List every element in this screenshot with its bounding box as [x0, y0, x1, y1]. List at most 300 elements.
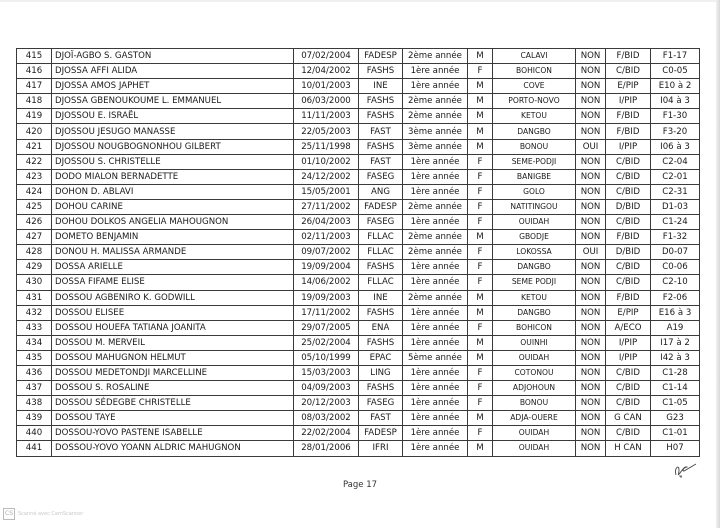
row-number-cell: 416 [17, 64, 52, 79]
study-year-cell: 1ère année [403, 305, 468, 320]
status-flag-cell: NON [576, 381, 606, 396]
room-cell: F1-32 [651, 230, 700, 245]
student-name-cell: DOSSOU HOUEFA TATIANA JOANITA [52, 320, 294, 335]
row-number-cell: 426 [17, 215, 52, 230]
birth-date-cell: 17/11/2002 [294, 305, 359, 320]
faculty-cell: FADESP [359, 199, 403, 214]
city-cell: COVE [493, 79, 576, 94]
building-cell: F/BID [606, 230, 651, 245]
room-cell: C1-28 [651, 365, 700, 380]
table-row [17, 275, 700, 290]
page-top-edge [0, 0, 720, 2]
faculty-cell: FAST [359, 411, 403, 426]
faculty-cell: FADESP [359, 49, 403, 64]
building-cell: F/BID [606, 124, 651, 139]
birth-date-cell: 12/04/2002 [294, 64, 359, 79]
city-cell: COTONOU [493, 365, 576, 380]
table-row [17, 335, 700, 350]
student-name-cell: DOSSOU MEDETONDJI MARCELLINE [52, 365, 294, 380]
table-row [17, 411, 700, 426]
sex-cell: F [468, 199, 493, 214]
study-year-cell: 1ère année [403, 275, 468, 290]
city-cell: BONOU [493, 139, 576, 154]
birth-date-cell: 08/03/2002 [294, 411, 359, 426]
city-cell: BOHICON [493, 64, 576, 79]
building-cell: C/BID [606, 426, 651, 441]
study-year-cell: 2ème année [403, 230, 468, 245]
sex-cell: M [468, 230, 493, 245]
birth-date-cell: 22/05/2003 [294, 124, 359, 139]
birth-date-cell: 27/11/2002 [294, 199, 359, 214]
sex-cell: M [468, 411, 493, 426]
student-name-cell: DJOSSA AMOS JAPHET [52, 79, 294, 94]
birth-date-cell: 06/03/2000 [294, 94, 359, 109]
building-cell: C/BID [606, 365, 651, 380]
room-cell: I17 à 2 [651, 335, 700, 350]
study-year-cell: 1ère année [403, 381, 468, 396]
row-number-cell: 441 [17, 441, 52, 456]
city-cell: DANGBO [493, 260, 576, 275]
building-cell: C/BID [606, 275, 651, 290]
sex-cell: F [468, 169, 493, 184]
birth-date-cell: 01/10/2002 [294, 154, 359, 169]
row-number-cell: 435 [17, 350, 52, 365]
scanner-text: Scanné avec CamScanner [18, 511, 84, 517]
status-flag-cell: NON [576, 184, 606, 199]
student-name-cell: DOSSOU S. ROSALINE [52, 381, 294, 396]
room-cell: F3-20 [651, 124, 700, 139]
room-cell: C2-04 [651, 154, 700, 169]
room-cell: D1-03 [651, 199, 700, 214]
status-flag-cell: OUI [576, 245, 606, 260]
status-flag-cell: NON [576, 335, 606, 350]
building-cell: E/PIP [606, 79, 651, 94]
room-cell: C2-01 [651, 169, 700, 184]
study-year-cell: 1ère année [403, 335, 468, 350]
page-right-edge [716, 0, 720, 528]
table-row [17, 350, 700, 365]
status-flag-cell: NON [576, 169, 606, 184]
sex-cell: M [468, 139, 493, 154]
room-cell: I42 à 3 [651, 350, 700, 365]
student-name-cell: DOSSA ARIELLE [52, 260, 294, 275]
study-year-cell: 1ère année [403, 426, 468, 441]
student-name-cell: DJOÏ-AGBO S. GASTON [52, 49, 294, 64]
study-year-cell: 1ère année [403, 411, 468, 426]
building-cell: C/BID [606, 154, 651, 169]
table-row [17, 381, 700, 396]
study-year-cell: 2ème année [403, 199, 468, 214]
row-number-cell: 427 [17, 230, 52, 245]
building-cell: F/BID [606, 109, 651, 124]
table-row [17, 94, 700, 109]
city-cell: BONOU [493, 396, 576, 411]
building-cell: D/BID [606, 199, 651, 214]
study-year-cell: 5ème année [403, 350, 468, 365]
sex-cell: M [468, 350, 493, 365]
building-cell: I/PIP [606, 94, 651, 109]
faculty-cell: ANG [359, 184, 403, 199]
handwritten-signature [670, 460, 700, 480]
faculty-cell: FASHS [359, 94, 403, 109]
sex-cell: M [468, 290, 493, 305]
birth-date-cell: 05/10/1999 [294, 350, 359, 365]
status-flag-cell: NON [576, 275, 606, 290]
room-cell: I06 à 3 [651, 139, 700, 154]
student-name-cell: DOHON D. ABLAVI [52, 184, 294, 199]
sex-cell: M [468, 335, 493, 350]
room-cell: F2-06 [651, 290, 700, 305]
room-cell: C0-06 [651, 260, 700, 275]
status-flag-cell: NON [576, 79, 606, 94]
status-flag-cell: NON [576, 199, 606, 214]
faculty-cell: INE [359, 290, 403, 305]
building-cell: G CAN [606, 411, 651, 426]
sex-cell: F [468, 245, 493, 260]
status-flag-cell: NON [576, 64, 606, 79]
study-year-cell: 1ère année [403, 169, 468, 184]
birth-date-cell: 25/11/1998 [294, 139, 359, 154]
sex-cell: F [468, 260, 493, 275]
row-number-cell: 434 [17, 335, 52, 350]
table-row [17, 396, 700, 411]
room-cell: F1-17 [651, 49, 700, 64]
student-name-cell: DOSSA FIFAME ELISE [52, 275, 294, 290]
sex-cell: M [468, 49, 493, 64]
student-name-cell: DOHOU DOLKOS ANGELIA MAHOUGNON [52, 215, 294, 230]
birth-date-cell: 09/07/2002 [294, 245, 359, 260]
study-year-cell: 2ème année [403, 245, 468, 260]
row-number-cell: 420 [17, 124, 52, 139]
student-name-cell: DJOSSOU E. ISRAËL [52, 109, 294, 124]
birth-date-cell: 28/01/2006 [294, 441, 359, 456]
city-cell: OUIDAH [493, 426, 576, 441]
table-row [17, 426, 700, 441]
student-name-cell: DOSSOU-YOVO PASTENE ISABELLE [52, 426, 294, 441]
room-cell: C2-31 [651, 184, 700, 199]
study-year-cell: 2ème année [403, 290, 468, 305]
sex-cell: M [468, 305, 493, 320]
faculty-cell: FLLAC [359, 230, 403, 245]
table-row [17, 305, 700, 320]
study-year-cell: 3ème année [403, 124, 468, 139]
building-cell: I/PIP [606, 335, 651, 350]
study-year-cell: 2ème année [403, 109, 468, 124]
table-row [17, 441, 700, 456]
scanner-watermark [3, 508, 83, 520]
row-number-cell: 424 [17, 184, 52, 199]
building-cell: F/BID [606, 290, 651, 305]
row-number-cell: 436 [17, 365, 52, 380]
building-cell: C/BID [606, 260, 651, 275]
room-cell: D0-07 [651, 245, 700, 260]
city-cell: DANGBO [493, 305, 576, 320]
row-number-cell: 419 [17, 109, 52, 124]
sex-cell: F [468, 154, 493, 169]
building-cell: E/PIP [606, 305, 651, 320]
faculty-cell: EPAC [359, 350, 403, 365]
row-number-cell: 421 [17, 139, 52, 154]
table-row [17, 64, 700, 79]
student-name-cell: DODO MIALON BERNADETTE [52, 169, 294, 184]
building-cell: I/PIP [606, 139, 651, 154]
faculty-cell: INE [359, 79, 403, 94]
birth-date-cell: 14/06/2002 [294, 275, 359, 290]
row-number-cell: 432 [17, 305, 52, 320]
city-cell: OUIDAH [493, 215, 576, 230]
student-name-cell: DOSSOU MAHUGNON HELMUT [52, 350, 294, 365]
row-number-cell: 430 [17, 275, 52, 290]
building-cell: C/BID [606, 184, 651, 199]
room-cell: C0-05 [651, 64, 700, 79]
study-year-cell: 1ère année [403, 320, 468, 335]
row-number-cell: 438 [17, 396, 52, 411]
study-year-cell: 1ère année [403, 260, 468, 275]
study-year-cell: 1ère année [403, 396, 468, 411]
sex-cell: F [468, 64, 493, 79]
table-row [17, 124, 700, 139]
room-cell: A19 [651, 320, 700, 335]
row-number-cell: 422 [17, 154, 52, 169]
faculty-cell: FASHS [359, 305, 403, 320]
room-cell: I04 à 3 [651, 94, 700, 109]
birth-date-cell: 19/09/2004 [294, 260, 359, 275]
student-name-cell: DOMETO BENJAMIN [52, 230, 294, 245]
row-number-cell: 431 [17, 290, 52, 305]
row-number-cell: 429 [17, 260, 52, 275]
faculty-cell: ENA [359, 320, 403, 335]
status-flag-cell: NON [576, 260, 606, 275]
status-flag-cell: NON [576, 109, 606, 124]
birth-date-cell: 04/09/2003 [294, 381, 359, 396]
table-row [17, 260, 700, 275]
faculty-cell: FASEG [359, 215, 403, 230]
row-number-cell: 428 [17, 245, 52, 260]
sex-cell: F [468, 381, 493, 396]
student-name-cell: DJOSSOU NOUGBOGNONHOU GILBERT [52, 139, 294, 154]
birth-date-cell: 29/07/2005 [294, 320, 359, 335]
city-cell: OUINHI [493, 335, 576, 350]
student-name-cell: DJOSSOU S. CHRISTELLE [52, 154, 294, 169]
room-cell: E10 à 2 [651, 79, 700, 94]
student-name-cell: DOSSOU M. MERVEIL [52, 335, 294, 350]
room-cell: E16 à 3 [651, 305, 700, 320]
room-cell: G23 [651, 411, 700, 426]
sex-cell: F [468, 320, 493, 335]
birth-date-cell: 20/12/2003 [294, 396, 359, 411]
study-year-cell: 1ère année [403, 365, 468, 380]
sex-cell: F [468, 184, 493, 199]
city-cell: LOKOSSA [493, 245, 576, 260]
building-cell: A/ECO [606, 320, 651, 335]
faculty-cell: FASHS [359, 260, 403, 275]
study-year-cell: 1ère année [403, 441, 468, 456]
city-cell: OUIDAH [493, 350, 576, 365]
row-number-cell: 439 [17, 411, 52, 426]
study-year-cell: 2ème année [403, 94, 468, 109]
sex-cell: F [468, 215, 493, 230]
city-cell: KETOU [493, 290, 576, 305]
status-flag-cell: NON [576, 290, 606, 305]
table-row [17, 79, 700, 94]
status-flag-cell: OUI [576, 139, 606, 154]
row-number-cell: 437 [17, 381, 52, 396]
room-cell: C1-14 [651, 381, 700, 396]
faculty-cell: FLLAC [359, 275, 403, 290]
sex-cell: M [468, 79, 493, 94]
room-cell: F1-30 [651, 109, 700, 124]
status-flag-cell: NON [576, 396, 606, 411]
status-flag-cell: NON [576, 154, 606, 169]
faculty-cell: FASHS [359, 64, 403, 79]
building-cell: C/BID [606, 396, 651, 411]
status-flag-cell: NON [576, 215, 606, 230]
birth-date-cell: 25/02/2004 [294, 335, 359, 350]
table-row [17, 230, 700, 245]
study-year-cell: 1ère année [403, 154, 468, 169]
city-cell: OUIDAH [493, 441, 576, 456]
roster-body [17, 49, 700, 457]
faculty-cell: FASHS [359, 335, 403, 350]
sex-cell: M [468, 109, 493, 124]
birth-date-cell: 15/03/2003 [294, 365, 359, 380]
city-cell: GOLO [493, 184, 576, 199]
birth-date-cell: 11/11/2003 [294, 109, 359, 124]
birth-date-cell: 24/12/2002 [294, 169, 359, 184]
sex-cell: F [468, 275, 493, 290]
status-flag-cell: NON [576, 94, 606, 109]
building-cell: F/BID [606, 49, 651, 64]
building-cell: I/PIP [606, 350, 651, 365]
sex-cell: M [468, 441, 493, 456]
room-cell: C1-24 [651, 215, 700, 230]
student-name-cell: DOSSOU AGBENIRO K. GODWILL [52, 290, 294, 305]
table-row [17, 109, 700, 124]
status-flag-cell: NON [576, 305, 606, 320]
room-cell: C1-05 [651, 396, 700, 411]
building-cell: H CAN [606, 441, 651, 456]
city-cell: PORTO-NOVO [493, 94, 576, 109]
birth-date-cell: 02/11/2003 [294, 230, 359, 245]
student-name-cell: DJOSSOU JESUGO MANASSE [52, 124, 294, 139]
status-flag-cell: NON [576, 365, 606, 380]
row-number-cell: 415 [17, 49, 52, 64]
row-number-cell: 423 [17, 169, 52, 184]
faculty-cell: FASEG [359, 396, 403, 411]
study-year-cell: 1ère année [403, 64, 468, 79]
table-row [17, 139, 700, 154]
row-number-cell: 425 [17, 199, 52, 214]
table-row [17, 184, 700, 199]
study-year-cell: 1ère année [403, 184, 468, 199]
table-row [17, 245, 700, 260]
table-row [17, 199, 700, 214]
row-number-cell: 433 [17, 320, 52, 335]
sex-cell: F [468, 426, 493, 441]
faculty-cell: FASHS [359, 109, 403, 124]
building-cell: D/BID [606, 245, 651, 260]
room-cell: H07 [651, 441, 700, 456]
table-row [17, 290, 700, 305]
birth-date-cell: 15/05/2001 [294, 184, 359, 199]
city-cell: CALAVI [493, 49, 576, 64]
table-row [17, 215, 700, 230]
status-flag-cell: NON [576, 350, 606, 365]
city-cell: KETOU [493, 109, 576, 124]
table-row [17, 365, 700, 380]
birth-date-cell: 10/01/2003 [294, 79, 359, 94]
city-cell: SEME PODJI [493, 275, 576, 290]
faculty-cell: FLLAC [359, 245, 403, 260]
status-flag-cell: NON [576, 49, 606, 64]
student-name-cell: DONOU H. MALISSA ARMANDE [52, 245, 294, 260]
city-cell: ADJOHOUN [493, 381, 576, 396]
row-number-cell: 417 [17, 79, 52, 94]
building-cell: C/BID [606, 381, 651, 396]
student-name-cell: DOHOU CARINE [52, 199, 294, 214]
status-flag-cell: NON [576, 411, 606, 426]
sex-cell: M [468, 94, 493, 109]
student-roster-table [16, 48, 700, 457]
student-name-cell: DJOSSA GBENOUKOUME L. EMMANUEL [52, 94, 294, 109]
faculty-cell: IFRI [359, 441, 403, 456]
student-name-cell: DOSSOU SÉDEGBE CHRISTELLE [52, 396, 294, 411]
status-flag-cell: NON [576, 426, 606, 441]
table-row [17, 154, 700, 169]
student-name-cell: DJOSSA AFFI ALIDA [52, 64, 294, 79]
table-row [17, 169, 700, 184]
table-row [17, 320, 700, 335]
birth-date-cell: 26/04/2003 [294, 215, 359, 230]
status-flag-cell: NON [576, 124, 606, 139]
birth-date-cell: 22/02/2004 [294, 426, 359, 441]
room-cell: C2-10 [651, 275, 700, 290]
student-name-cell: DOSSOU-YOVO YOANN ALDRIC MAHUGNON [52, 441, 294, 456]
study-year-cell: 1ère année [403, 215, 468, 230]
sex-cell: M [468, 124, 493, 139]
sex-cell: F [468, 396, 493, 411]
birth-date-cell: 19/09/2003 [294, 290, 359, 305]
status-flag-cell: NON [576, 320, 606, 335]
study-year-cell: 1ère année [403, 79, 468, 94]
faculty-cell: FASHS [359, 139, 403, 154]
study-year-cell: 2ème année [403, 49, 468, 64]
city-cell: DANGBO [493, 124, 576, 139]
city-cell: SEME-PODJI [493, 154, 576, 169]
faculty-cell: FAST [359, 154, 403, 169]
birth-date-cell: 07/02/2004 [294, 49, 359, 64]
faculty-cell: FASEG [359, 169, 403, 184]
faculty-cell: LING [359, 365, 403, 380]
building-cell: C/BID [606, 169, 651, 184]
status-flag-cell: NON [576, 230, 606, 245]
city-cell: BANIGBE [493, 169, 576, 184]
city-cell: GBODJE [493, 230, 576, 245]
building-cell: C/BID [606, 215, 651, 230]
row-number-cell: 418 [17, 94, 52, 109]
faculty-cell: FADESP [359, 426, 403, 441]
student-name-cell: DOSSOU TAYE [52, 411, 294, 426]
student-name-cell: DOSSOU ELISEE [52, 305, 294, 320]
study-year-cell: 3ème année [403, 139, 468, 154]
city-cell: NATITINGOU [493, 199, 576, 214]
sex-cell: F [468, 365, 493, 380]
building-cell: C/BID [606, 64, 651, 79]
table-row [17, 49, 700, 64]
camscanner-logo-icon: CS [3, 508, 15, 520]
city-cell: BOHICON [493, 320, 576, 335]
room-cell: C1-01 [651, 426, 700, 441]
